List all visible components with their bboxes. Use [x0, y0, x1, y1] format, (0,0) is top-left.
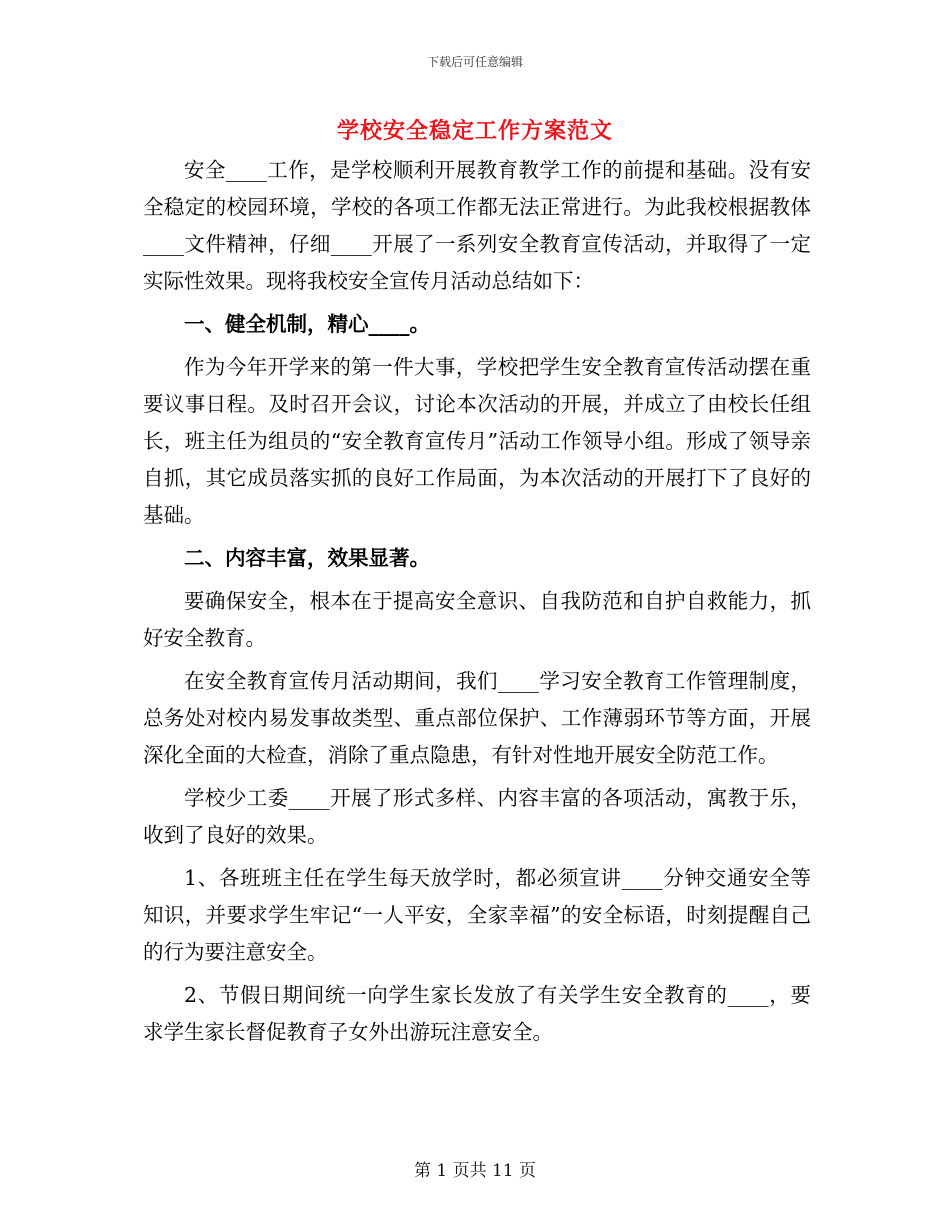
list-item-2: 2、节假日期间统一向学生家长发放了有关学生安全教育的____，要求学生家长督促教育子女外出游玩注意安全。 [143, 983, 811, 1044]
body-paragraph: 在安全教育宣传月活动期间，我们____学习安全教育工作管理制度，总务处对校内易发事故类型、重点部位保护、工作薄弱环节等方面，开展深化全面的大检查，消除了重点隐患，有针对性地开展安全防范工作。 [143, 669, 811, 767]
document-title: 学校安全稳定工作方案范文 [336, 118, 613, 144]
body-paragraph: 学校少工委____开展了形式多样、内容丰富的各项活动，寓教于乐，收到了良好的效果。 [143, 786, 811, 847]
page-number: 第 1 页共 11 页 [413, 1161, 537, 1181]
document-body [143, 152, 811, 1051]
section-heading-2: 二、内容丰富，效果显著。 [184, 546, 430, 570]
list-item-1: 1、各班班主任在学生每天放学时，都必须宣讲____分钟交通安全等知识，并要求学生牢记“一人平安，全家幸福”的安全标语，时刻提醒自己的行为要注意安全。 [143, 866, 811, 964]
body-paragraph: 要确保安全，根本在于提高安全意识、自我防范和自护自救能力，抓好安全教育。 [143, 589, 811, 650]
header-note: 下载后可任意编辑 [426, 55, 523, 69]
intro-paragraph: 安全____工作，是学校顺利开展教育教学工作的前提和基础。没有安全稳定的校园环境，学校的各项工作都无法正常进行。为此我校根据教体____文件精神，仔细____开展了一系列安全教育宣传活动，并取得了一定实际性效果。现将我校安全宣传月活动总结如下： [143, 158, 811, 293]
section-heading-1: 一、健全机制，精心____。 [184, 312, 430, 336]
body-paragraph: 作为今年开学来的第一件大事，学校把学生安全教育宣传活动摆在重要议事日程。及时召开会议，讨论本次活动的开展，并成立了由校长任组长，班主任为组员的“安全教育宣传月”活动工作领导小组。形成了领导亲自抓，其它成员落实抓的良好工作局面，为本次活动的开展打下了良好的基础。 [143, 355, 811, 527]
